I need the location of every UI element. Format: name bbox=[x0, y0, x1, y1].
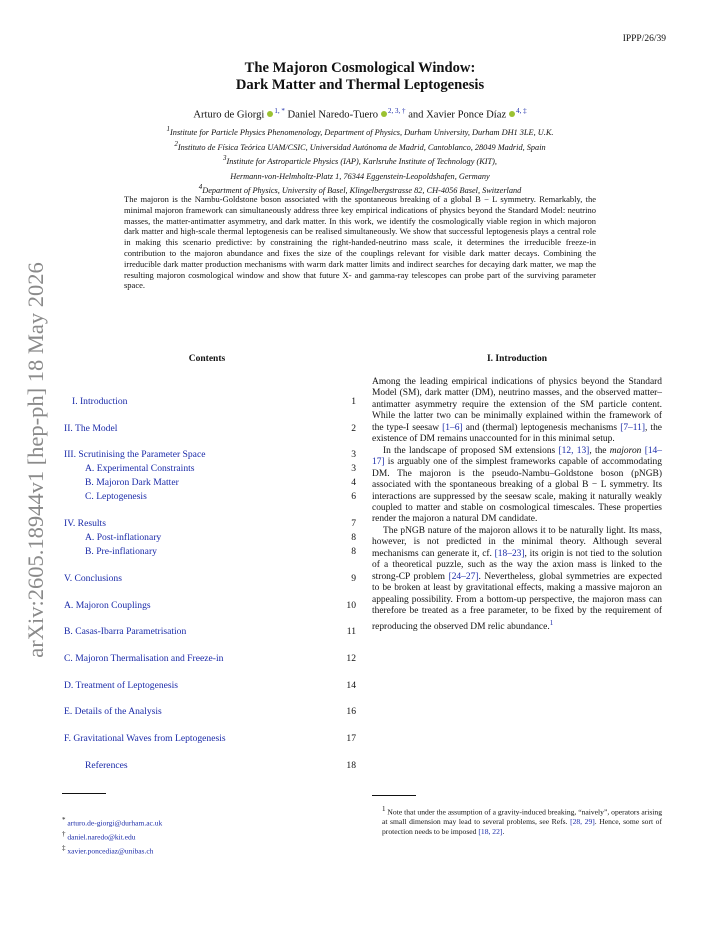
title-line-1: The Majoron Cosmological Window: bbox=[244, 60, 476, 76]
introduction-body bbox=[372, 377, 662, 633]
citation-link[interactable]: [1–6] bbox=[442, 422, 463, 433]
toc-label[interactable]: A. Post-inflationary bbox=[85, 532, 162, 543]
citation-link[interactable]: [7–11] bbox=[620, 422, 645, 433]
toc-label[interactable]: B. Casas-Ibarra Parametrisation bbox=[64, 626, 187, 637]
affiliation-text: Hermann-von-Helmholtz-Platz 1, 76344 Eggenstein-Leopoldshafen, Germany bbox=[230, 171, 490, 181]
citation-link[interactable]: [24–27] bbox=[448, 571, 479, 582]
author-name: Arturo de Giorgi bbox=[193, 109, 265, 121]
arxiv-stamp-text: arXiv:2605.18944v1 [hep-ph] 18 May 2026 bbox=[23, 262, 48, 658]
citation-link[interactable]: [18, 22] bbox=[478, 827, 503, 837]
toc-page: 10 bbox=[346, 600, 356, 611]
toc-page: 3 bbox=[351, 449, 356, 460]
toc-page: 12 bbox=[346, 653, 356, 664]
emphasis-text: majoron bbox=[609, 445, 642, 456]
text: , the existence of DM remains unaccounted for in this minimal setup. bbox=[372, 422, 663, 445]
text: and (thermal) leptogenesis mechanisms bbox=[462, 422, 621, 433]
affiliation-text: Institute for Astroparticle Physics (IAP), Karlsruhe Institute of Technology (KIT), bbox=[226, 156, 497, 166]
paper-title bbox=[0, 60, 720, 94]
email-link[interactable]: arturo.de-giorgi@durham.ac.uk bbox=[67, 818, 163, 828]
affiliation bbox=[0, 124, 720, 139]
affiliations bbox=[0, 124, 720, 197]
report-number: IPPP/26/39 bbox=[622, 34, 666, 44]
orcid-icon[interactable] bbox=[509, 111, 515, 117]
email-mark: † bbox=[62, 830, 66, 839]
section-heading-introduction: I. Introduction bbox=[486, 354, 547, 364]
author-emails bbox=[62, 815, 162, 857]
author-list bbox=[0, 107, 720, 121]
email-entry bbox=[62, 843, 162, 857]
footnote-number: 1 bbox=[382, 805, 386, 813]
toc-label[interactable]: F. Gravitational Waves from Leptogenesis bbox=[64, 733, 226, 744]
author-affil-marks: 2, 3, † bbox=[388, 107, 406, 115]
toc-page: 8 bbox=[351, 532, 356, 543]
paragraph bbox=[372, 446, 662, 526]
email-link[interactable]: xavier.poncediaz@unibas.ch bbox=[67, 846, 154, 856]
text: is arguably one of the simplest frameworks capable of accommodating DM. The majoron is the pseudo-Nambu–Goldstone boson (pNGB) associated with the spontaneous breaking of a global B − L symmetry. Its interactions are suppressed by the seesaw scale, making it naturally weakly coupled to matter and stable on cosmological timescales. These properties render the majoron a natural DM candidate. bbox=[372, 457, 662, 525]
arxiv-stamp bbox=[6, 250, 66, 670]
toc-label[interactable]: References bbox=[85, 760, 128, 771]
text: The pNGB nature of the majoron allows it to be naturally light. Its mass, however, is not predicted in the minimal theory. Although several mechanisms can generate it, cf. bbox=[372, 525, 662, 559]
text: . Nevertheless, global symmetries are expected to be broken at least by gravitational effects, making a massive majoron an appealing possibility. From a bottom-up perspective, the majoron mass can therefore be treated as a free parameter, to be fixed by the requirement of reproducing the observed DM relic abundance. bbox=[372, 571, 662, 632]
footnote-mark[interactable]: 1 bbox=[549, 618, 554, 627]
orcid-icon[interactable] bbox=[267, 111, 273, 117]
email-entry bbox=[62, 815, 162, 829]
toc-label[interactable]: B. Majoron Dark Matter bbox=[85, 477, 179, 488]
affiliation bbox=[0, 153, 720, 168]
toc-page: 11 bbox=[346, 626, 356, 637]
email-entry bbox=[62, 829, 162, 843]
affiliation-number: 3 bbox=[223, 154, 227, 163]
text: In the landscape of proposed SM extensions bbox=[383, 445, 559, 456]
affiliation-number: 4 bbox=[198, 183, 203, 192]
citation-link[interactable]: [28, 29] bbox=[570, 817, 595, 827]
email-link[interactable]: daniel.naredo@kit.edu bbox=[67, 832, 136, 842]
toc-label[interactable]: C. Leptogenesis bbox=[85, 491, 147, 502]
author-affil-marks: 4, ‡ bbox=[516, 107, 527, 115]
title-line-2: Dark Matter and Thermal Leptogenesis bbox=[235, 77, 485, 93]
toc-label[interactable]: E. Details of the Analysis bbox=[64, 706, 162, 717]
footnote-divider bbox=[62, 793, 106, 794]
affiliation-number: 2 bbox=[174, 139, 178, 148]
email-mark: * bbox=[62, 816, 66, 824]
affiliation bbox=[0, 168, 720, 183]
email-mark: ‡ bbox=[62, 844, 66, 853]
text: , the bbox=[589, 445, 610, 456]
toc-label[interactable]: II. The Model bbox=[64, 423, 118, 434]
toc-label[interactable]: IV. Results bbox=[64, 518, 106, 529]
author-name: Xavier Ponce Díaz bbox=[426, 109, 507, 121]
toc-page: 4 bbox=[351, 477, 356, 488]
toc-page: 9 bbox=[351, 573, 356, 584]
toc-label[interactable]: B. Pre-inflationary bbox=[85, 546, 157, 557]
author-name: Daniel Naredo-Tuero bbox=[287, 109, 379, 121]
toc-page: 3 bbox=[351, 463, 356, 474]
toc-label[interactable]: V. Conclusions bbox=[64, 573, 122, 584]
footnote-divider bbox=[372, 795, 416, 796]
text: . Hence, some sort of protection needs to be imposed bbox=[382, 817, 662, 837]
toc-page: 7 bbox=[351, 518, 356, 529]
author-conjunction: and bbox=[408, 109, 424, 121]
toc-page: 17 bbox=[346, 733, 356, 744]
affiliation-text: Institute for Particle Physics Phenomenology, Department of Physics, Durham University, Durham DH1 3LE, U.K. bbox=[170, 127, 554, 137]
toc-page: 14 bbox=[346, 680, 356, 691]
footnote bbox=[372, 805, 662, 837]
author-affil-marks: 1, * bbox=[274, 107, 285, 115]
affiliation bbox=[0, 139, 720, 154]
affiliation-number: 1 bbox=[166, 125, 171, 133]
toc-label[interactable]: III. Scrutinising the Parameter Space bbox=[64, 449, 206, 460]
citation-link[interactable]: [12, 13] bbox=[558, 445, 590, 456]
toc-label[interactable]: D. Treatment of Leptogenesis bbox=[64, 680, 179, 691]
toc-label[interactable]: A. Experimental Constraints bbox=[85, 463, 195, 474]
citation-link[interactable]: [18–23] bbox=[494, 548, 525, 559]
toc-page: 1 bbox=[351, 396, 356, 407]
affiliation-text: Instituto de Física Teórica UAM/CSIC, Universidad Autónoma de Madrid, Cantoblanco, 28049 Madrid, Spain bbox=[177, 142, 546, 152]
toc-page: 6 bbox=[351, 491, 356, 502]
text: , its origin is not tied to the solution of a theoretical puzzle, such as the way the axion mass is linked to the strong-CP problem bbox=[372, 548, 662, 582]
toc-page: 16 bbox=[346, 706, 356, 717]
abstract: The majoron is the Nambu-Goldstone boson associated with the spontaneous breaking of a global B − L symmetry. Remarkably, the minimal majoron framework can simultaneously address three key empirical indications of physics beyond the Standard Model: neutrino masses, the matter-antimatter asymmetry, and dark matter. In this work, we identify the cosmologically viable region in which majoron dark matter and high-scale thermal leptogenesis can be realised simultaneously. We show that successful leptogenesis plays a central role in making this scenario predictive: by constraining the right-handed-neutrino mass scale, it determines the irreducible freeze-in contribution to the majoron abundance and fixes the size of the couplings relevant for visible dark matter decays. Combining the irreducible dark matter production mechanisms with warm dark matter limits and indirect searches for decaying dark matter, we map the resulting majoron cosmological window and show that future X- and gamma-ray telescopes can probe part of the surviving parameter space. bbox=[124, 194, 596, 291]
toc-page: 2 bbox=[351, 423, 356, 434]
citation-link[interactable]: [14–17] bbox=[372, 445, 662, 468]
toc-label[interactable]: C. Majoron Thermalisation and Freeze-in bbox=[64, 653, 224, 664]
orcid-icon[interactable] bbox=[381, 111, 387, 117]
text: Among the leading empirical indications of physics beyond the Standard Model (SM), dark matter (DM), neutrino masses, and the observed matter–antimatter asymmetry require the extension of the SM particle content. While the latter two can be minimally explained within the framework of the type-I seesaw bbox=[372, 377, 662, 433]
toc-label[interactable]: A. Majoron Couplings bbox=[64, 600, 151, 611]
paragraph bbox=[372, 377, 662, 446]
text: . bbox=[502, 827, 505, 837]
toc-page: 18 bbox=[346, 760, 356, 771]
paragraph bbox=[372, 526, 662, 633]
text: Note that under the assumption of a gravity-induced breaking, “naively”, operators arising at small dimension may lead to several problems, see Refs. bbox=[382, 807, 662, 827]
footnote-body bbox=[372, 805, 662, 837]
contents-heading: Contents bbox=[188, 354, 226, 364]
toc-page: 8 bbox=[351, 546, 356, 557]
toc-label[interactable]: I. Introduction bbox=[72, 396, 128, 407]
affiliation-text: Department of Physics, University of Basel, Klingelbergstrasse 82, CH-4056 Basel, Switzerland bbox=[202, 186, 522, 196]
